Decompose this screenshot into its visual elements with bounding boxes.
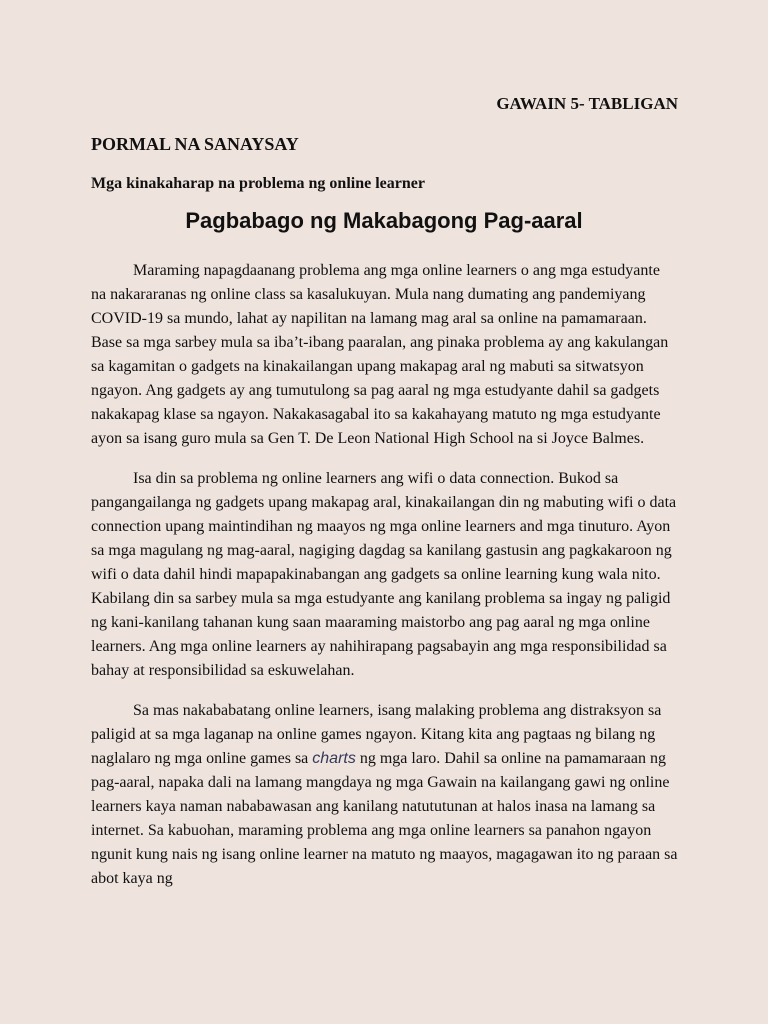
essay-type-heading: PORMAL NA SANAYSAY xyxy=(91,134,299,154)
paragraph-3-part-1: Sa mas nakababatang online learners, isang malaking problema ang distraksyon sa paligid at sa mga laganap na online games ngayon. Kitang kita ang pagtaas ng bilang ng naglalaro ng mga online games sa xyxy=(91,702,662,767)
essay-title: Pagbabago ng Makabagong Pag-aaral xyxy=(185,208,583,233)
paragraph-1: Maraming napagdaanang problema ang mga online learners o ang mga estudyante na nakararanas ng online class sa kasalukuyan. Mula nang dumating ang pandemiyang COVID-19 sa mundo, lahat ay napilitan na lamang mag aral sa online na pamamaraan. Base sa mga sarbey mula sa iba’t-ibang paaralan, ang pinaka problema ay ang kakulangan sa kagamitan o gadgets na kinakailangan upang makapag aral ng mabuti sa sitwatsyon ngayon. Ang gadgets ay ang tumutulong sa pag aaral ng mga estudyante dahil sa gadgets nakakapag klase sa ngayon. Nakakasagabal ito sa kakahayang matuto ng mga estudyante ayon sa isang guro mula sa Gen T. De Leon National High School na si Joyce Balmes. xyxy=(91,262,669,447)
assignment-label: GAWAIN 5- TABLIGAN xyxy=(496,94,678,113)
paragraph-2: Isa din sa problema ng online learners ang wifi o data connection. Bukod sa pangangailanga ng gadgets upang makapag aral, kinakailangan din ng mabuting wifi o data connection upang maintindihan ng maayos ng mga online learners and mga tinuturo. Ayon sa mga magulang ng mag-aaral, nagiging dagdag sa kanilang gastusin ang pagkakaroon ng wifi o data dahil hindi mapapakinabangan ang gadgets sa online learning kung wala nito. Kabilang din sa sarbey mula sa mga estudyante ang kanilang problema sa ingay ng paligid ng kani-kanilang tahanan kung saan maaraming maistorbo ang pag aaral ng mga online learners. Ang mga online learners ay nahihirapang pagsabayin ang mga responsibilidad sa bahay at responsibilidad sa eskuwelahan. xyxy=(91,470,677,679)
essay-body xyxy=(91,259,679,907)
paragraph-3-part-2: ng mga laro. Dahil sa online na pamamaraan ng pag-aaral, napaka dali na lamang mangdaya ng mga Gawain na kailangang gawi ng online learners kaya naman nababawasan ang kanilang natututunan at halos inasa na lamang sa internet. Sa kabuohan, maraming problema ang mga online learners sa panahon ngayon ngunit kung nais ng isang online learner na matuto ng maayos, magagawan ito ng paraan sa abot kaya ng xyxy=(91,750,678,887)
topic-subheading: Mga kinakaharap na problema ng online learner xyxy=(91,175,425,192)
charts-emphasis: charts xyxy=(312,750,356,767)
paragraph-3 xyxy=(91,699,679,891)
